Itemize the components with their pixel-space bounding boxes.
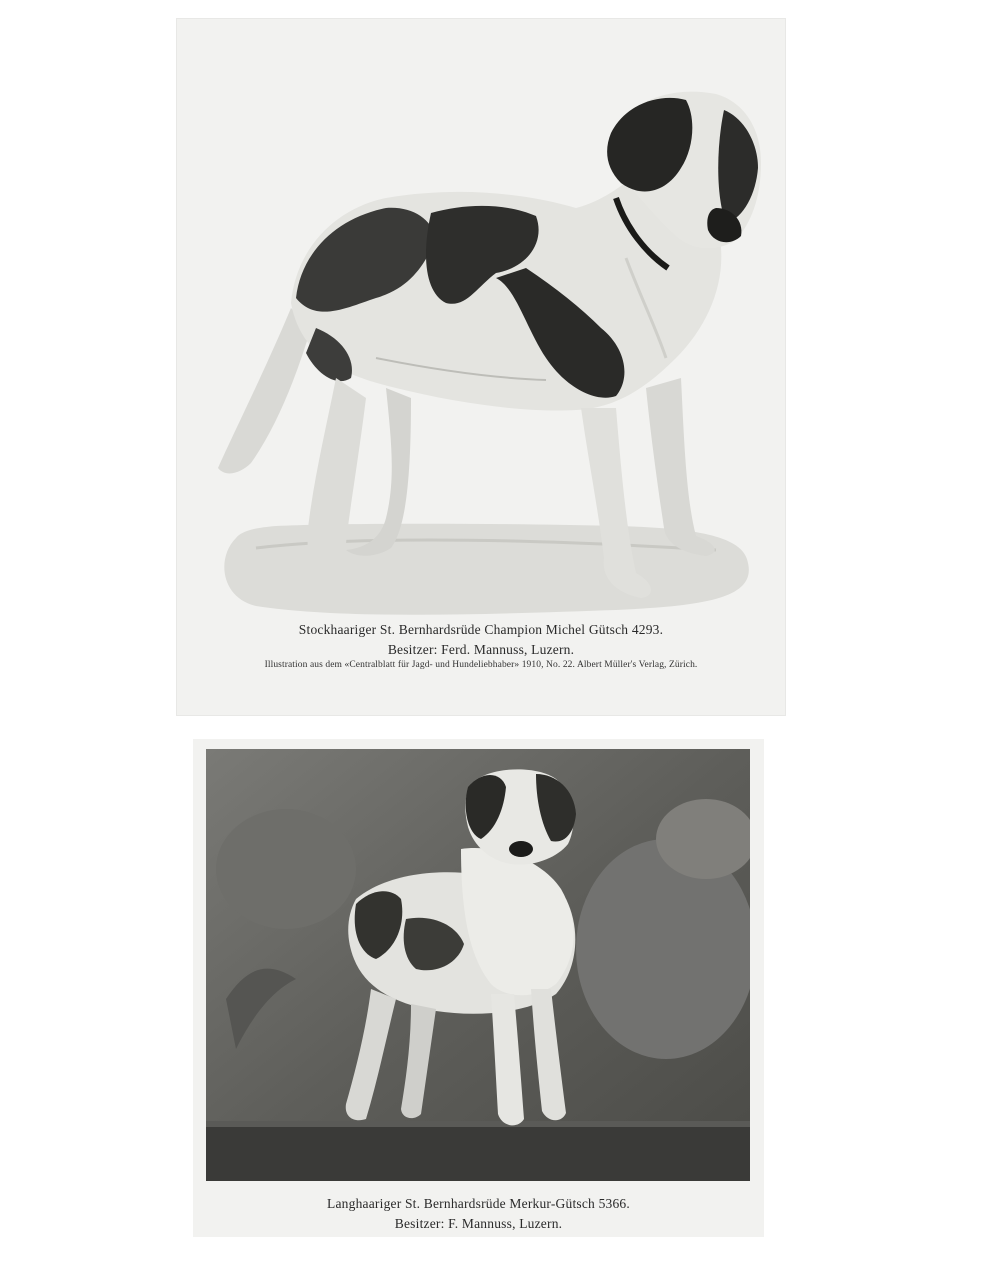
bottom-plate — [193, 739, 764, 1237]
top-caption-title: Stockhaariger St. Bernhardsrüde Champion Michel Gütsch 4293. — [298, 622, 664, 637]
short-haired-st-bernard-photo — [196, 58, 766, 618]
top-caption-owner: Besitzer: Ferd. Mannuss, Luzern. — [387, 642, 575, 657]
top-caption-credit: Illustration aus dem «Centralblatt für Jagd- und Hundeliebhaber» 1910, No. 22. Albert Müller's Verlag, Zürich. — [264, 660, 698, 670]
long-haired-st-bernard-photo — [206, 749, 750, 1181]
top-plate — [176, 18, 786, 716]
bottom-caption-owner: Besitzer: F. Mannuss, Luzern. — [394, 1216, 563, 1231]
bottom-caption-title: Langhaariger St. Bernhardsrüde Merkur-Gütsch 5366. — [327, 1196, 630, 1211]
